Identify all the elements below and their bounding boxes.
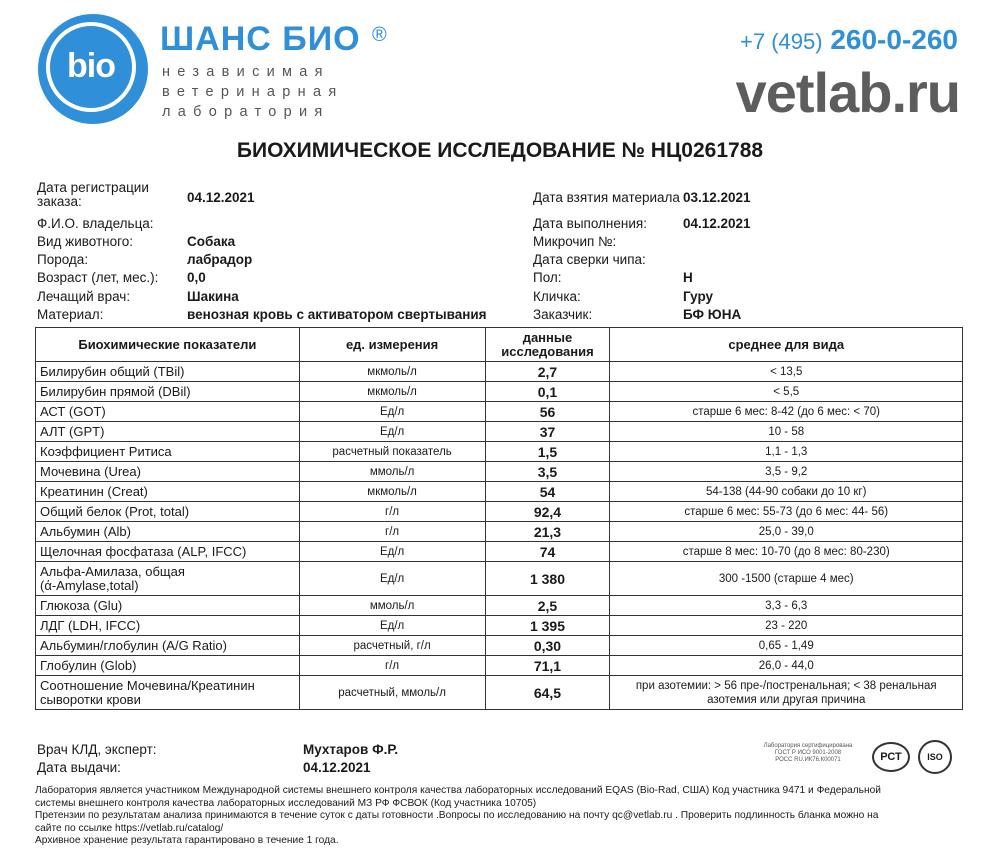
- note-line: сайте по ссылке https://vetlab.ru/catalog/: [35, 822, 224, 834]
- cell-result: 56: [485, 402, 610, 422]
- table-row: [36, 676, 963, 710]
- registered-mark: ®: [372, 24, 387, 46]
- cell-result: 0,1: [485, 382, 610, 402]
- cell-parameter: Мочевина (Urea): [36, 462, 300, 482]
- iso-mark-text: ISO: [927, 752, 943, 762]
- cell-result: 3,5: [485, 462, 610, 482]
- site-link[interactable]: vetlab.ru: [735, 61, 960, 124]
- cell-unit: расчетный, г/л: [299, 636, 485, 656]
- table-header-row: [36, 328, 963, 362]
- info-left-label-1: Ф.И.О. владельца:: [37, 216, 154, 231]
- cell-parameter: Билирубин общий (TBil): [36, 362, 300, 382]
- table-row: [36, 402, 963, 422]
- table-row: [36, 562, 963, 596]
- info-left-value-2: Собака: [187, 234, 236, 249]
- table-row: [36, 482, 963, 502]
- table-row: [36, 462, 963, 482]
- cell-parameter: Альбумин (Alb): [36, 522, 300, 542]
- pct-mark-icon: [872, 742, 910, 772]
- expert-label: Врач КЛД, эксперт:: [37, 742, 157, 757]
- info-left-value-5: Шакина: [187, 289, 239, 304]
- phone[interactable]: [740, 24, 958, 56]
- info-left-label-0: Дата регистрации заказа:: [37, 180, 149, 209]
- cell-parameter: Коэффициент Ритиса: [36, 442, 300, 462]
- info-left-value-4: 0,0: [187, 270, 206, 285]
- header-result: данные исследования: [485, 328, 610, 362]
- cell-unit: мкмоль/л: [299, 482, 485, 502]
- info-left-label-3: Порода:: [37, 252, 89, 267]
- info-right-value-6: БФ ЮНА: [683, 307, 742, 322]
- info-right-label-0: Дата взятия материала: [533, 190, 680, 205]
- cell-result: 21,3: [485, 522, 610, 542]
- info-right-label-3: Дата сверки чипа:: [533, 252, 646, 267]
- cell-parameter: Соотношение Мочевина/Креатинин сыворотки крови: [36, 676, 300, 710]
- cell-result: 74: [485, 542, 610, 562]
- info-left-value-6: венозная кровь с активатором свертывания: [187, 307, 487, 322]
- cell-result: 2,5: [485, 596, 610, 616]
- document-title: БИОХИМИЧЕСКОЕ ИССЛЕДОВАНИЕ № НЦ0261788: [236, 139, 764, 162]
- info-right-label-2: Микрочип №:: [533, 234, 617, 249]
- cell-parameter: ЛДГ (LDH, IFCC): [36, 616, 300, 636]
- certification-text: Лаборатория сертифицирована ГОСТ Р ИСО 9001-2008 РОСС RU.ИК76.К00071: [763, 743, 853, 763]
- cell-result: 1 380: [485, 562, 610, 596]
- cell-result: 54: [485, 482, 610, 502]
- cell-parameter: Щелочная фосфатаза (ALP, IFCC): [36, 542, 300, 562]
- info-left-value-3: лабрадор: [187, 252, 253, 267]
- info-left-label-5: Лечащий врач:: [37, 289, 131, 304]
- cell-result: 92,4: [485, 502, 610, 522]
- cell-unit: Ед/л: [299, 422, 485, 442]
- info-left-label-6: Материал:: [37, 307, 104, 322]
- cell-reference: 54-138 (44-90 собаки до 10 кг): [610, 482, 963, 502]
- info-right-label-6: Заказчик:: [533, 307, 593, 322]
- cell-parameter: Глюкоза (Glu): [36, 596, 300, 616]
- cell-unit: Ед/л: [299, 402, 485, 422]
- table-row: [36, 596, 963, 616]
- table-row: [36, 656, 963, 676]
- cell-reference: 0,65 - 1,49: [610, 636, 963, 656]
- note-line: Лаборатория является участником Международной системы внешнего контроля качества лабораторных исследований EQAS (Bio-Rad, США) Код участника 9471 и Федеральной: [35, 785, 881, 796]
- note-line: Архивное хранение результата гарантировано в течение 1 года.: [35, 835, 339, 847]
- phone-number: 260-0-260: [830, 24, 958, 55]
- cell-unit: расчетный, ммоль/л: [299, 676, 485, 710]
- table-row: [36, 636, 963, 656]
- logo-text: bio: [67, 47, 115, 85]
- cell-unit: г/л: [299, 656, 485, 676]
- issue-date-label: Дата выдачи:: [37, 760, 121, 775]
- cell-parameter: Альбумин/глобулин (A/G Ratio): [36, 636, 300, 656]
- cell-unit: г/л: [299, 502, 485, 522]
- logo-badge: [38, 14, 148, 124]
- cell-reference: < 13,5: [610, 362, 963, 382]
- info-right-value-5: Гуру: [683, 289, 714, 304]
- cell-parameter: Креатинин (Creat): [36, 482, 300, 502]
- cell-reference: при азотемии: > 56 пре-/постренальная; < 38 ренальная азотемия или другая причина: [610, 676, 963, 710]
- iso-mark-icon: [918, 740, 952, 774]
- cell-result: 0,30: [485, 636, 610, 656]
- cell-reference: старше 6 мес: 55-73 (до 6 мес: 44- 56): [610, 502, 963, 522]
- cell-reference: старше 8 мес: 10-70 (до 8 мес: 80-230): [610, 542, 963, 562]
- tagline-line-1: независимая: [162, 64, 330, 80]
- cell-parameter: АСТ (GOT): [36, 402, 300, 422]
- results-table: [35, 327, 963, 710]
- cell-reference: 300 -1500 (старше 4 мес): [610, 562, 963, 596]
- info-right-label-4: Пол:: [533, 270, 562, 285]
- cell-unit: Ед/л: [299, 616, 485, 636]
- cell-unit: Ед/л: [299, 542, 485, 562]
- footer-notes: [35, 785, 960, 848]
- table-row: [36, 422, 963, 442]
- info-right-value-0: 03.12.2021: [683, 190, 751, 205]
- cell-result: 1 395: [485, 616, 610, 636]
- cell-unit: мкмоль/л: [299, 362, 485, 382]
- expert-value: Мухтаров Ф.Р.: [303, 742, 399, 757]
- cell-reference: < 5,5: [610, 382, 963, 402]
- cell-reference: 25,0 - 39,0: [610, 522, 963, 542]
- info-left-label-4: Возраст (лет, мес.):: [37, 270, 159, 285]
- info-left-label-2: Вид животного:: [37, 234, 134, 249]
- table-row: [36, 616, 963, 636]
- table-row: [36, 382, 963, 402]
- cell-result: 71,1: [485, 656, 610, 676]
- cell-unit: Ед/л: [299, 562, 485, 596]
- cell-parameter: Билирубин прямой (DBil): [36, 382, 300, 402]
- cell-result: 64,5: [485, 676, 610, 710]
- header-reference: среднее для вида: [610, 328, 963, 362]
- pct-mark-text: РСТ: [880, 751, 902, 763]
- cell-unit: ммоль/л: [299, 462, 485, 482]
- phone-prefix: +7 (495): [740, 29, 823, 54]
- cell-result: 37: [485, 422, 610, 442]
- table-row: [36, 542, 963, 562]
- note-line: системы внешнего контроля качества лабораторных исследований МЗ РФ ФСВОК (Код участника 10705): [35, 797, 537, 809]
- cell-unit: расчетный показатель: [299, 442, 485, 462]
- cell-reference: 23 - 220: [610, 616, 963, 636]
- table-row: [36, 522, 963, 542]
- tagline-line-2: ветеринарная: [162, 84, 344, 100]
- cell-reference: 3,3 - 6,3: [610, 596, 963, 616]
- cell-result: 2,7: [485, 362, 610, 382]
- cell-unit: г/л: [299, 522, 485, 542]
- info-right-value-1: 04.12.2021: [683, 216, 751, 231]
- cell-unit: ммоль/л: [299, 596, 485, 616]
- cell-result: 1,5: [485, 442, 610, 462]
- cell-parameter: Альфа-Амилаза, общая (ά-Amylase,total): [36, 562, 300, 596]
- cell-parameter: АЛТ (GPT): [36, 422, 300, 442]
- cell-reference: 10 - 58: [610, 422, 963, 442]
- cell-parameter: Глобулин (Glob): [36, 656, 300, 676]
- tagline-line-3: лаборатория: [162, 104, 330, 120]
- table-row: [36, 362, 963, 382]
- brand-name: ШАНС БИО: [160, 20, 361, 58]
- cell-reference: 1,1 - 1,3: [610, 442, 963, 462]
- cell-parameter: Общий белок (Prot, total): [36, 502, 300, 522]
- info-right-label-1: Дата выполнения:: [533, 216, 647, 231]
- issue-date-value: 04.12.2021: [303, 760, 371, 775]
- header-parameter: Биохимические показатели: [36, 328, 300, 362]
- table-row: [36, 502, 963, 522]
- table-row: [36, 442, 963, 462]
- cell-reference: 3,5 - 9,2: [610, 462, 963, 482]
- note-line: Претензии по результатам анализа принимаются в течение суток с даты готовности .Вопросы по исследованию на почту qc@vetlab.ru . Проверить подлинность бланка можно на: [35, 810, 879, 822]
- cell-unit: мкмоль/л: [299, 382, 485, 402]
- info-left-value-0: 04.12.2021: [187, 190, 255, 205]
- info-right-label-5: Кличка:: [533, 289, 581, 304]
- header-unit: ед. измерения: [299, 328, 485, 362]
- info-right-value-4: Н: [683, 270, 693, 285]
- cell-reference: старше 6 мес: 8-42 (до 6 мес: < 70): [610, 402, 963, 422]
- cell-reference: 26,0 - 44,0: [610, 656, 963, 676]
